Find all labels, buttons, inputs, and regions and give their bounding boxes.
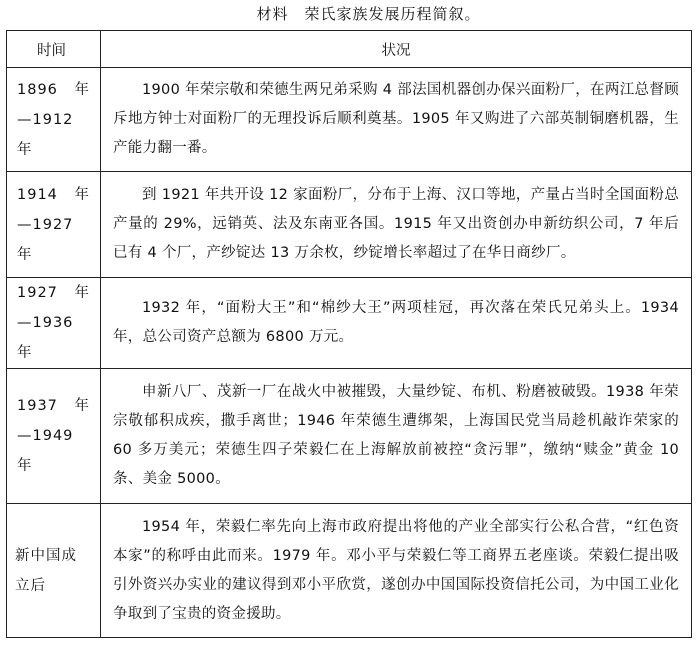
time-start: 新中国成 — [15, 547, 77, 564]
time-start: 1927 年 — [17, 285, 90, 301]
time-end: —1949 年 — [17, 428, 74, 474]
table-row — [7, 68, 692, 172]
material-caption: 材料 荣氏家族发展历程简叙。 — [256, 5, 481, 23]
time-end: —1912 年 — [17, 111, 74, 158]
status-cell: 到 1921 年共开设 12 家面粉厂，分布于上海、汉口等地，产量占当时全国面粉总产量的 29%，远销英、法及东南亚各国。1915 年又出资创办申新纺织公司，7 年后已有 4 个厂，产纱锭达 13 万余枚，纱锭增长率超过了在华日商纱厂。 — [101, 172, 692, 278]
status-cell: 1932 年，“面粉大王”和“棉纱大王”两项桂冠，再次落在荣氏兄弟头上。1934 年，总公司资产总额为 6800 万元。 — [101, 278, 692, 369]
time-cell — [7, 172, 101, 278]
time-end: 立后 — [15, 577, 46, 594]
table-row — [7, 369, 692, 504]
time-start: 1914 年 — [17, 186, 90, 203]
time-cell — [7, 68, 101, 172]
time-start: 1937 年 — [17, 398, 90, 414]
status-cell: 1954 年，荣毅仁率先向上海市政府提出将他的产业全部实行公私合营，“红色资本家”的称呼由此而来。1979 年。邓小平与荣毅仁等工商界五老座谈。荣毅仁提出吸引外资兴办实业的建议得到邓小平欣赏，遂创办中国国际投资信托公司，为中国工业化争取到了宝贵的资金援助。 — [101, 504, 692, 638]
time-end: —1927 年 — [17, 216, 74, 263]
status-cell: 1900 年荣宗敬和荣德生两兄弟采购 4 部法国机器创办保兴面粉厂，在两江总督顾斥地方钟士对面粉厂的无理投诉后顺利奠基。1905 年又购进了六部英制铜磨机器，生产能力翻一番。 — [101, 68, 692, 172]
table-row — [7, 504, 692, 638]
history-table — [6, 30, 692, 638]
header-status: 状况 — [101, 31, 692, 68]
header-time: 时间 — [7, 31, 101, 68]
table-header-row — [7, 31, 692, 68]
time-end: —1936 年 — [17, 315, 74, 361]
time-cell — [7, 369, 101, 504]
table-row — [7, 278, 692, 369]
time-cell — [7, 504, 101, 638]
time-cell — [7, 278, 101, 369]
time-start: 1896 年 — [17, 81, 90, 98]
table-row — [7, 172, 692, 278]
status-cell: 申新八厂、茂新一厂在战火中被摧毁，大量纱锭、布机、粉磨被破毁。1938 年荣宗敬郁积成疾，撒手离世；1946 年荣德生遭绑架，上海国民党当局趁机敲诈荣家的 60 多万美元；荣德生四子荣毅仁在上海解放前被控“贪污罪”，缴纳“赎金”黄金 10 条、美金 5000。 — [101, 369, 692, 504]
